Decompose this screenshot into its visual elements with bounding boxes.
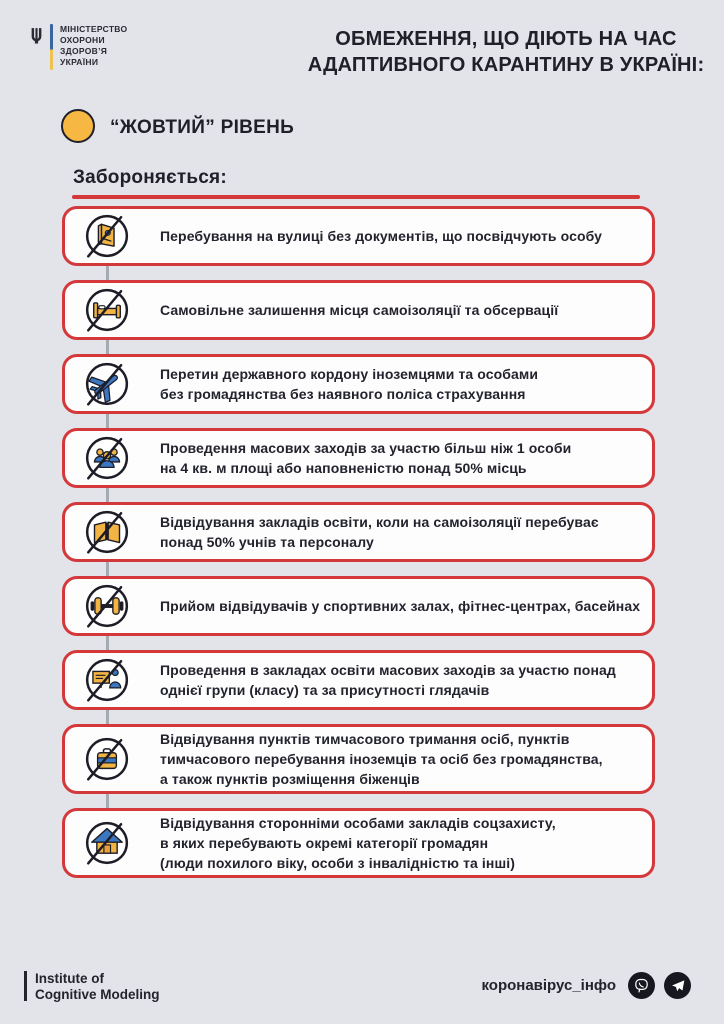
org-name xyxy=(35,971,160,1002)
restriction-text xyxy=(160,364,538,404)
restriction-text xyxy=(160,512,599,552)
classroom-icon xyxy=(82,655,132,705)
ministry-line: ОХОРОНИ xyxy=(60,35,105,45)
ministry-line: ЗДОРОВ’Я xyxy=(60,46,108,56)
restriction-item xyxy=(62,428,655,488)
restriction-text-line: Прийом відвідувачів у спортивних залах, фітнес-центрах, басейнах xyxy=(160,598,641,614)
level-label: “ЖОВТИЙ” РІВЕНЬ xyxy=(110,117,295,138)
restriction-item xyxy=(62,502,655,562)
restriction-text-line: Відвідування пунктів тимчасового тримання осіб, пунктів xyxy=(160,731,570,747)
house-icon xyxy=(82,818,132,868)
ministry-logo xyxy=(30,24,127,70)
restriction-item xyxy=(62,280,655,340)
section-heading: Забороняється: xyxy=(73,167,227,188)
restriction-text-line: Відвідування закладів освіти, коли на самоізоляції перебуває xyxy=(160,514,599,530)
restriction-text-line: Проведення в закладах освіти масових заходів за участю понад xyxy=(160,662,616,678)
restriction-text xyxy=(160,729,603,789)
page-title-line: АДАПТИВНОГО КАРАНТИНУ В УКРАЇНІ: xyxy=(307,54,705,76)
restriction-item xyxy=(62,576,655,636)
restriction-item xyxy=(62,206,655,266)
ministry-name xyxy=(60,24,127,68)
restriction-item xyxy=(62,724,655,794)
page-title xyxy=(300,26,712,78)
dumbbell-icon xyxy=(82,581,132,631)
restriction-item xyxy=(62,354,655,414)
restriction-text xyxy=(160,438,571,478)
restriction-text-line: тимчасового перебування іноземців та осіб без громадянства, xyxy=(160,751,603,767)
restriction-text xyxy=(160,813,556,873)
restriction-item xyxy=(62,808,655,878)
restriction-text-line: на 4 кв. м площі або наповненістю понад 50% місць xyxy=(160,460,527,476)
restriction-text-line: Проведення масових заходів за участю більш ніж 1 особи xyxy=(160,440,572,456)
restriction-text-line: понад 50% учнів та персоналу xyxy=(160,534,374,550)
restriction-text xyxy=(160,226,602,246)
airplane-icon xyxy=(82,359,132,409)
ministry-line: УКРАЇНИ xyxy=(60,57,99,67)
restriction-text xyxy=(160,660,616,700)
flag-bar xyxy=(50,24,53,70)
crowd-icon xyxy=(82,433,132,483)
restriction-text-line: в яких перебувають окремі категорії громадян xyxy=(160,835,489,851)
restriction-text-line: однієї групи (класу) та за присутності глядачів xyxy=(160,682,490,698)
restriction-text-line: Перетин державного кордону іноземцями та особами xyxy=(160,366,539,382)
restriction-text-line: Відвідування сторонніми особами закладів соцзахисту, xyxy=(160,815,556,831)
telegram-icon xyxy=(664,972,691,999)
page-title-line: ОБМЕЖЕННЯ, ЩО ДІЮТЬ НА ЧАС xyxy=(335,28,677,50)
restriction-text-line: Самовільне залишення місця самоізоляції та обсервації xyxy=(160,302,559,318)
open-book-icon xyxy=(82,507,132,557)
restriction-text-line: Перебування на вулиці без документів, що посвідчують особу xyxy=(160,228,603,244)
heading-underline xyxy=(72,195,640,199)
social-icons xyxy=(628,972,691,999)
restriction-text-line: без громадянства без наявного поліса страхування xyxy=(160,386,526,402)
yellow-level-dot xyxy=(61,109,95,143)
trident-icon xyxy=(30,27,43,52)
restriction-text xyxy=(160,300,558,320)
restriction-text-line: (люди похилого віку, особи з інвалідністю та інші) xyxy=(160,855,515,871)
ministry-line: МІНІСТЕРСТВО xyxy=(60,24,128,34)
restrictions-list xyxy=(62,206,655,892)
restriction-item xyxy=(62,650,655,710)
org-divider xyxy=(24,971,27,1001)
restriction-text xyxy=(160,596,640,616)
suitcase-icon xyxy=(82,734,132,784)
restriction-text-line: а також пунктів розміщення біженців xyxy=(160,771,420,787)
id-document-icon xyxy=(82,211,132,261)
org-name-line: Institute of xyxy=(35,971,104,986)
channel-name: коронавірус_інфо xyxy=(481,977,616,994)
bed-icon xyxy=(82,285,132,335)
org-name-line: Cognitive Modeling xyxy=(35,986,160,1002)
viber-icon xyxy=(628,972,655,999)
